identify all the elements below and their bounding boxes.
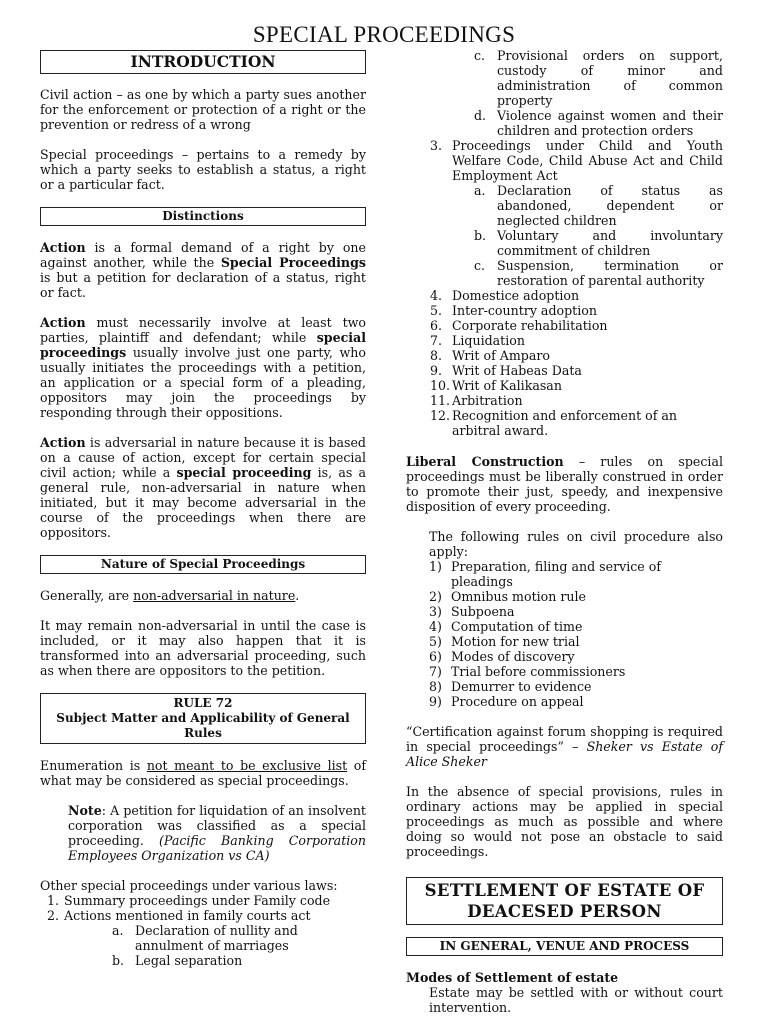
- list-item: c. Provisional orders on support, custody of minor and administration of common property: [474, 48, 723, 108]
- rule-item-text: Modes of discovery: [451, 649, 575, 664]
- list-item-text: Liquidation: [452, 333, 525, 348]
- rule-item: [429, 649, 723, 664]
- remaining-list: [430, 288, 723, 438]
- list-number: 8.: [430, 348, 443, 363]
- rule-item: [429, 694, 723, 709]
- nature-paragraph-1: Generally, are non-adversarial in nature.: [40, 588, 300, 603]
- rule-number: 3): [429, 604, 442, 619]
- rule-item-text: Demurrer to evidence: [451, 679, 592, 694]
- modes-heading: Modes of Settlement of estate: [406, 970, 619, 985]
- list-item: a. Declaration of nullity and annulment of marriages: [112, 923, 298, 953]
- list-number: 7.: [430, 333, 443, 348]
- venue-process-heading: IN GENERAL, VENUE AND PROCESS: [406, 937, 723, 956]
- rule-item: [429, 679, 723, 694]
- rule-number: 9): [429, 694, 442, 709]
- introduction-heading: INTRODUCTION: [40, 50, 366, 74]
- list-item-text: Arbitration: [452, 393, 523, 408]
- rule-item-text: Procedure on appeal: [451, 694, 584, 709]
- list-item: [430, 408, 723, 438]
- left-column: [40, 50, 366, 968]
- other-proceedings-intro: Other special proceedings under various laws:: [40, 878, 338, 893]
- rule-item-text: Computation of time: [451, 619, 583, 634]
- list-item: [430, 348, 723, 363]
- list-item: 1. Summary proceedings under Family code: [47, 893, 331, 908]
- forum-shopping-quote: “Certification against forum shopping is required in special proceedings” – Sheker vs Estate of Alice Sheker: [406, 724, 723, 769]
- list-item: b. Legal separation: [112, 953, 243, 968]
- list-number: 12.: [430, 408, 451, 423]
- list-item-text: Writ of Habeas Data: [452, 363, 582, 378]
- rule-item: [429, 589, 723, 604]
- rule72-heading: RULE 72 Subject Matter and Applicability of General Rules: [40, 693, 366, 744]
- rule-item-text: Omnibus motion rule: [451, 589, 586, 604]
- nature-paragraph-2: It may remain non-adversarial in until the case is included, or it may also happen that it is transformed into an adversarial proceeding, such as when there are oppositors to the petition.: [40, 618, 366, 678]
- distinctions-heading: Distinctions: [40, 207, 366, 226]
- other-proceedings-list: [47, 893, 366, 968]
- list-item: 3. Proceedings under Child and Youth Welfare Code, Child Abuse Act and Child Employment Act: [430, 138, 723, 183]
- special-proceedings-definition: Special proceedings – pertains to a remedy by which a party seeks to establish a status, a right or a particular fact.: [40, 147, 366, 192]
- list-number: 6.: [430, 318, 443, 333]
- list-item-text: Corporate rehabilitation: [452, 318, 608, 333]
- family-court-sublist: [474, 48, 723, 138]
- list-item: [430, 303, 723, 318]
- settlement-heading: SETTLEMENT OF ESTATE OF DEACESED PERSON: [406, 877, 723, 925]
- list-item: 2. Actions mentioned in family courts act: [47, 908, 311, 923]
- distinction-paragraph-2: Action must necessarily involve at least two parties, plaintiff and defendant; while special proceedings usually involve just one party, who usually initiates the proceedings with a petition, an application or a special form of a pleading, oppositors may join the proceedings by responding through their oppositions.: [40, 315, 366, 420]
- list-number: 9.: [430, 363, 443, 378]
- note-paragraph: Note: A petition for liquidation of an insolvent corporation was classified as a special proceeding. (Pacific Banking Corporation Employees Organization vs CA): [68, 803, 366, 863]
- numbered-list-continued: [430, 138, 723, 438]
- rule-item: [429, 634, 723, 649]
- enumeration-paragraph: Enumeration is not meant to be exclusive list of what may be considered as special proceedings.: [40, 758, 367, 788]
- list-item-text: Writ of Kalikasan: [452, 378, 562, 393]
- list-number: 10.: [430, 378, 451, 393]
- list-item-text: Recognition and enforcement of an arbitral award.: [452, 408, 678, 438]
- rule-item-text: Motion for new trial: [451, 634, 580, 649]
- rule-number: 2): [429, 589, 442, 604]
- list-item: c. Suspension, termination or restoration of parental authority: [474, 258, 723, 288]
- following-rules-intro: The following rules on civil procedure also apply:: [429, 529, 723, 559]
- rule-item: [429, 559, 723, 589]
- list-item: d. Violence against women and their children and protection orders: [474, 108, 723, 138]
- rules-list: [429, 559, 723, 709]
- page-title: SPECIAL PROCEEDINGS: [252, 22, 516, 47]
- rule-number: 6): [429, 649, 442, 664]
- list-number: 4.: [430, 288, 443, 303]
- list-item: [430, 363, 723, 378]
- list-number: 11.: [430, 393, 451, 408]
- rule-item-text: Preparation, filing and service of pleadings: [451, 559, 661, 589]
- distinction-paragraph-3: Action is adversarial in nature because it is based on a cause of action, except for certain special civil action; while a special proceeding is, as a general rule, non-adversarial in nature when initiated, but it may become adversarial in the course of the proceedings when there are oppositors.: [40, 435, 367, 540]
- rule-item-text: Trial before commissioners: [451, 664, 626, 679]
- list-item-text: Writ of Amparo: [452, 348, 550, 363]
- list-item: [430, 393, 723, 408]
- civil-procedure-rules: [429, 529, 723, 709]
- rule-number: 5): [429, 634, 442, 649]
- rule-number: 1): [429, 559, 442, 574]
- list-item: b. Voluntary and involuntary commitment of children: [474, 228, 723, 258]
- list-item: [430, 333, 723, 348]
- rule-number: 4): [429, 619, 442, 634]
- list-number: 5.: [430, 303, 443, 318]
- rule-item-text: Subpoena: [451, 604, 515, 619]
- rule-item: [429, 604, 723, 619]
- modes-text: Estate may be settled with or without court intervention.: [429, 985, 723, 1015]
- rule-item: [429, 664, 723, 679]
- list-item: [430, 318, 723, 333]
- list-item: a. Declaration of status as abandoned, dependent or neglected children: [474, 183, 723, 228]
- list-item: [430, 288, 723, 303]
- nature-heading: Nature of Special Proceedings: [40, 555, 366, 574]
- list-item-text: Domestice adoption: [452, 288, 580, 303]
- list-item-text: Inter-country adoption: [452, 303, 597, 318]
- right-column: [406, 48, 723, 1015]
- rule-number: 7): [429, 664, 442, 679]
- liberal-construction-paragraph: Liberal Construction – rules on special proceedings must be liberally construed in order to promote their just, speedy, and inexpensive disposition of every proceeding.: [406, 454, 723, 514]
- list-item: [430, 378, 723, 393]
- rule-number: 8): [429, 679, 442, 694]
- absence-paragraph: In the absence of special provisions, rules in ordinary actions may be applied in special proceedings as much as possible and where doing so would not pose an obstacle to said proceedings.: [406, 784, 723, 859]
- civil-action-definition: Civil action – as one by which a party sues another for the enforcement or protection of a right or the prevention or redress of a wrong: [40, 87, 366, 132]
- rule-item: [429, 619, 723, 634]
- distinction-paragraph-1: Action is a formal demand of a right by one against another, while the Special Proceedings is but a petition for declaration of a status, right or fact.: [40, 240, 366, 300]
